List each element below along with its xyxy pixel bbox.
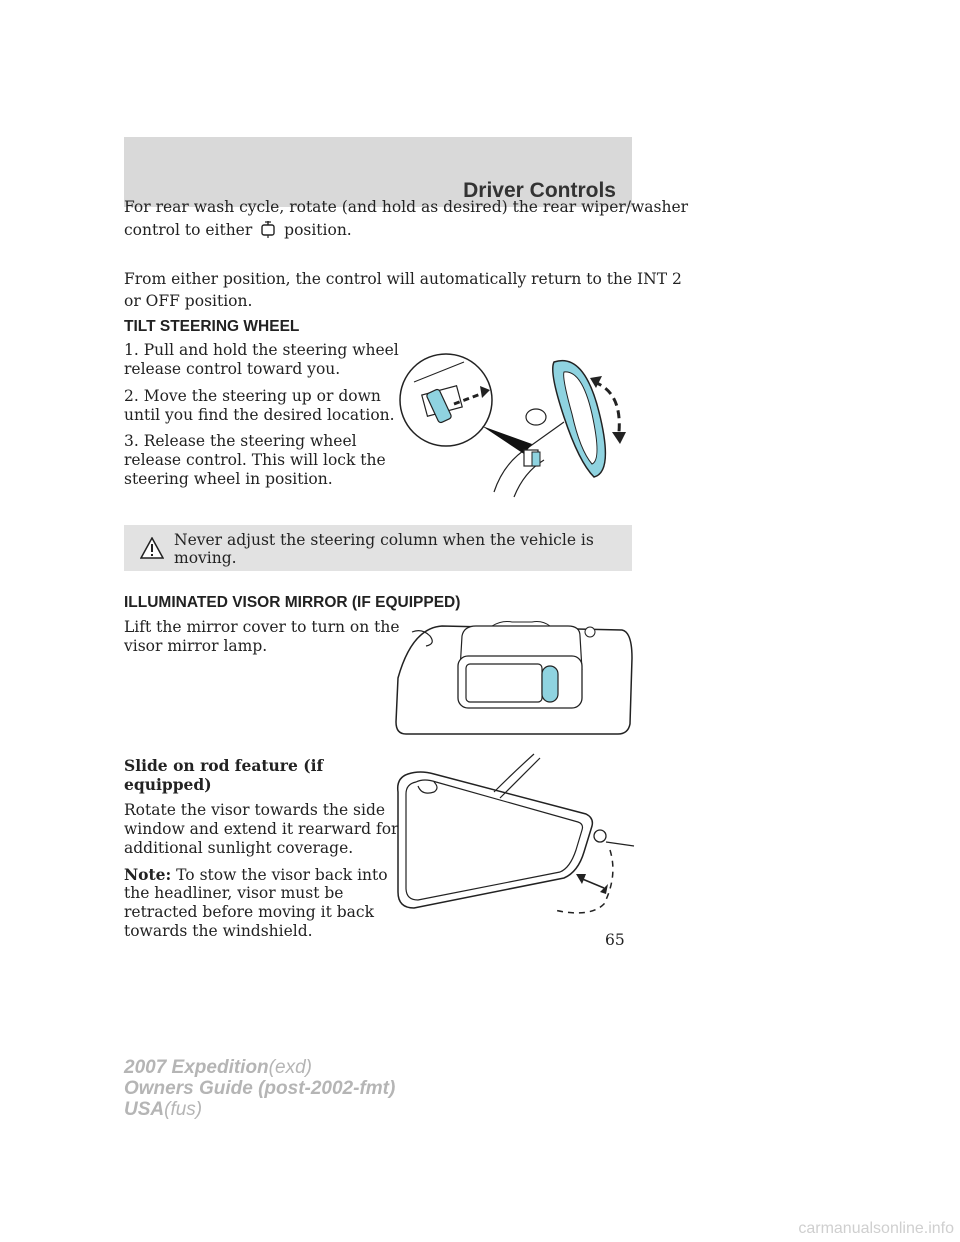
document-footer (124, 1057, 395, 1120)
rear-wash-line-2-before: control to either (124, 221, 253, 239)
footer-model-code: (exd) (268, 1057, 312, 1078)
visor-slide-illustration (394, 752, 636, 918)
tilt-step-2b: until you find the desired location. (124, 406, 395, 424)
warning-triangle-icon (140, 537, 164, 559)
slide-note-line-3: retracted before moving it back (124, 903, 374, 921)
tilt-step-3c: steering wheel in position. (124, 470, 333, 488)
rear-wash-line-1: For rear wash cycle, rotate (and hold as desired) the rear wiper/washer (124, 198, 689, 216)
rear-wash-line-2 (124, 220, 352, 244)
rear-wash-line-3: From either position, the control will automatically return to the INT 2 (124, 270, 682, 288)
tilt-heading: TILT STEERING WHEEL (124, 318, 300, 335)
section-title: Driver Controls (463, 179, 616, 202)
steering-wheel-illustration (394, 352, 640, 498)
slide-heading-1: Slide on rod feature (if (124, 756, 324, 775)
footer-model: 2007 Expedition (124, 1057, 269, 1078)
tilt-step-2a: 2. Move the steering up or down (124, 387, 381, 405)
watermark: carmanualsonline.info (798, 1220, 954, 1237)
slide-line-2: window and extend it rearward for (124, 820, 399, 838)
slide-note-line-4: towards the windshield. (124, 922, 313, 940)
rear-wash-line-2-after: position. (284, 221, 352, 239)
rear-wash-line-4: or OFF position. (124, 292, 253, 310)
tilt-step-3b: release control. This will lock the (124, 451, 386, 469)
tilt-step-3a: 3. Release the steering wheel (124, 432, 357, 450)
note-text-1: To stow the visor back into (171, 866, 388, 884)
slide-line-3: additional sunlight coverage. (124, 839, 354, 857)
note-label: Note: (124, 865, 172, 884)
visor-heading: ILLUMINATED VISOR MIRROR (IF EQUIPPED) (124, 594, 461, 611)
footer-region-code: (fus) (164, 1099, 203, 1120)
page-number: 65 (605, 931, 625, 949)
tilt-step-1b: release control toward you. (124, 360, 341, 378)
visor-line-2: visor mirror lamp. (124, 637, 268, 655)
footer-region: USA (124, 1099, 165, 1120)
warning-box (124, 525, 632, 571)
washer-icon (259, 220, 277, 244)
warning-text: Never adjust the steering column when the vehicle is moving. (174, 531, 594, 567)
slide-heading-2: equipped) (124, 775, 212, 794)
slide-note-line-2: the headliner, visor must be (124, 884, 344, 902)
visor-mirror-illustration (392, 618, 636, 738)
footer-guide: Owners Guide (post-2002-fmt) (124, 1078, 396, 1099)
slide-line-1: Rotate the visor towards the side (124, 801, 386, 819)
visor-line-1: Lift the mirror cover to turn on the (124, 618, 400, 636)
tilt-step-1a: 1. Pull and hold the steering wheel (124, 341, 399, 359)
